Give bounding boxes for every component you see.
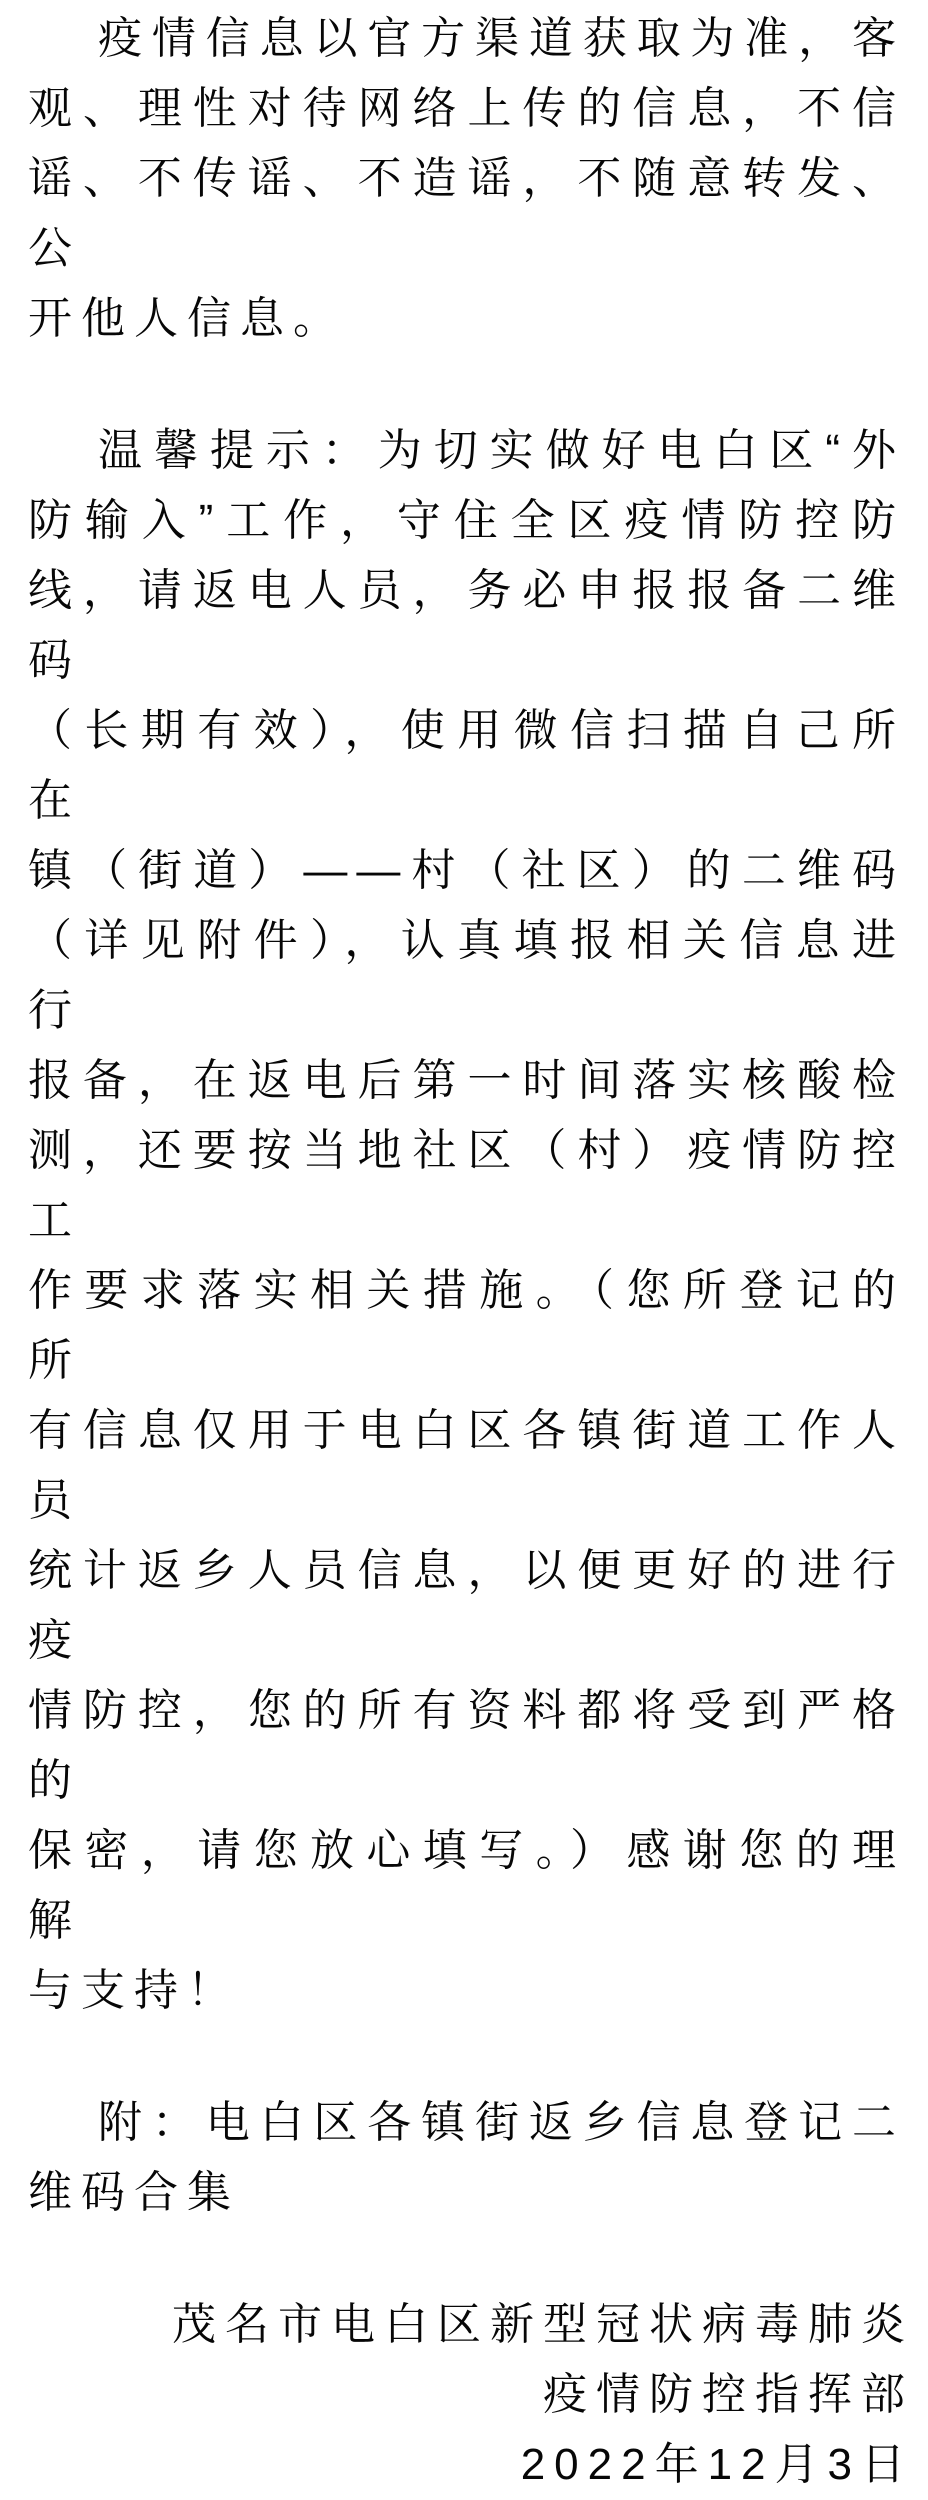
text-line: 镇（街道）——村（社区）的二维码 bbox=[28, 846, 905, 895]
text-line: 疫情信息以官方渠道获取为准，客 bbox=[98, 14, 905, 63]
text-line: 情防控，您的所有资料都将受到严格的 bbox=[28, 1686, 905, 1805]
text-line: 温馨提示：为切实做好电白区“外 bbox=[98, 426, 905, 475]
text-line: 防输入”工作，守住全区疫情防控防 bbox=[28, 496, 905, 545]
notice-document bbox=[28, 4, 914, 2500]
text-line: 与支持！ bbox=[28, 1966, 240, 2015]
text-line: 有信息仅用于电白区各镇街道工作人员 bbox=[28, 1406, 905, 1525]
signature-line: 茂名市电白区新型冠状病毒肺炎 bbox=[172, 2300, 914, 2349]
signature-block bbox=[28, 2290, 914, 2500]
text-line: （长期有效），使用微信扫描自己所在 bbox=[28, 706, 905, 825]
text-line: 附：电白区各镇街返乡信息登记二 bbox=[98, 2098, 905, 2147]
text-line: 开他人信息。 bbox=[28, 294, 346, 343]
text-line: 保密，请您放心填写。）感谢您的理解 bbox=[28, 1826, 905, 1945]
text-line: 谣、不传谣、不造谣，不随意转发、公 bbox=[28, 154, 905, 273]
para-info-guidance bbox=[28, 4, 905, 354]
para-warm-reminder bbox=[28, 416, 905, 2026]
text-line: 作要求落实相关措施。（您所登记的所 bbox=[28, 1266, 905, 1385]
text-line: 报备，在返电后第一时间落实核酸检 bbox=[28, 1056, 905, 1105]
signature-line: 疫情防控指挥部 bbox=[543, 2370, 914, 2419]
text-line: 统计返乡人员信息，以便更好的进行疫 bbox=[28, 1546, 905, 1665]
para-attachment bbox=[28, 2088, 905, 2228]
text-line: 观、理性对待网络上传的信息，不信 bbox=[28, 84, 905, 133]
text-line: 维码合集 bbox=[28, 2168, 240, 2217]
text-line: 测，还要按当地社区（村）疫情防控工 bbox=[28, 1126, 905, 1245]
notice-body bbox=[28, 4, 905, 2228]
text-line: （详见附件），认真填报相关信息进行 bbox=[28, 916, 905, 1035]
text-line: 线，请返电人员，务必申报报备二维码 bbox=[28, 566, 905, 685]
signature-date: 2022年12月3日 bbox=[520, 2440, 914, 2489]
